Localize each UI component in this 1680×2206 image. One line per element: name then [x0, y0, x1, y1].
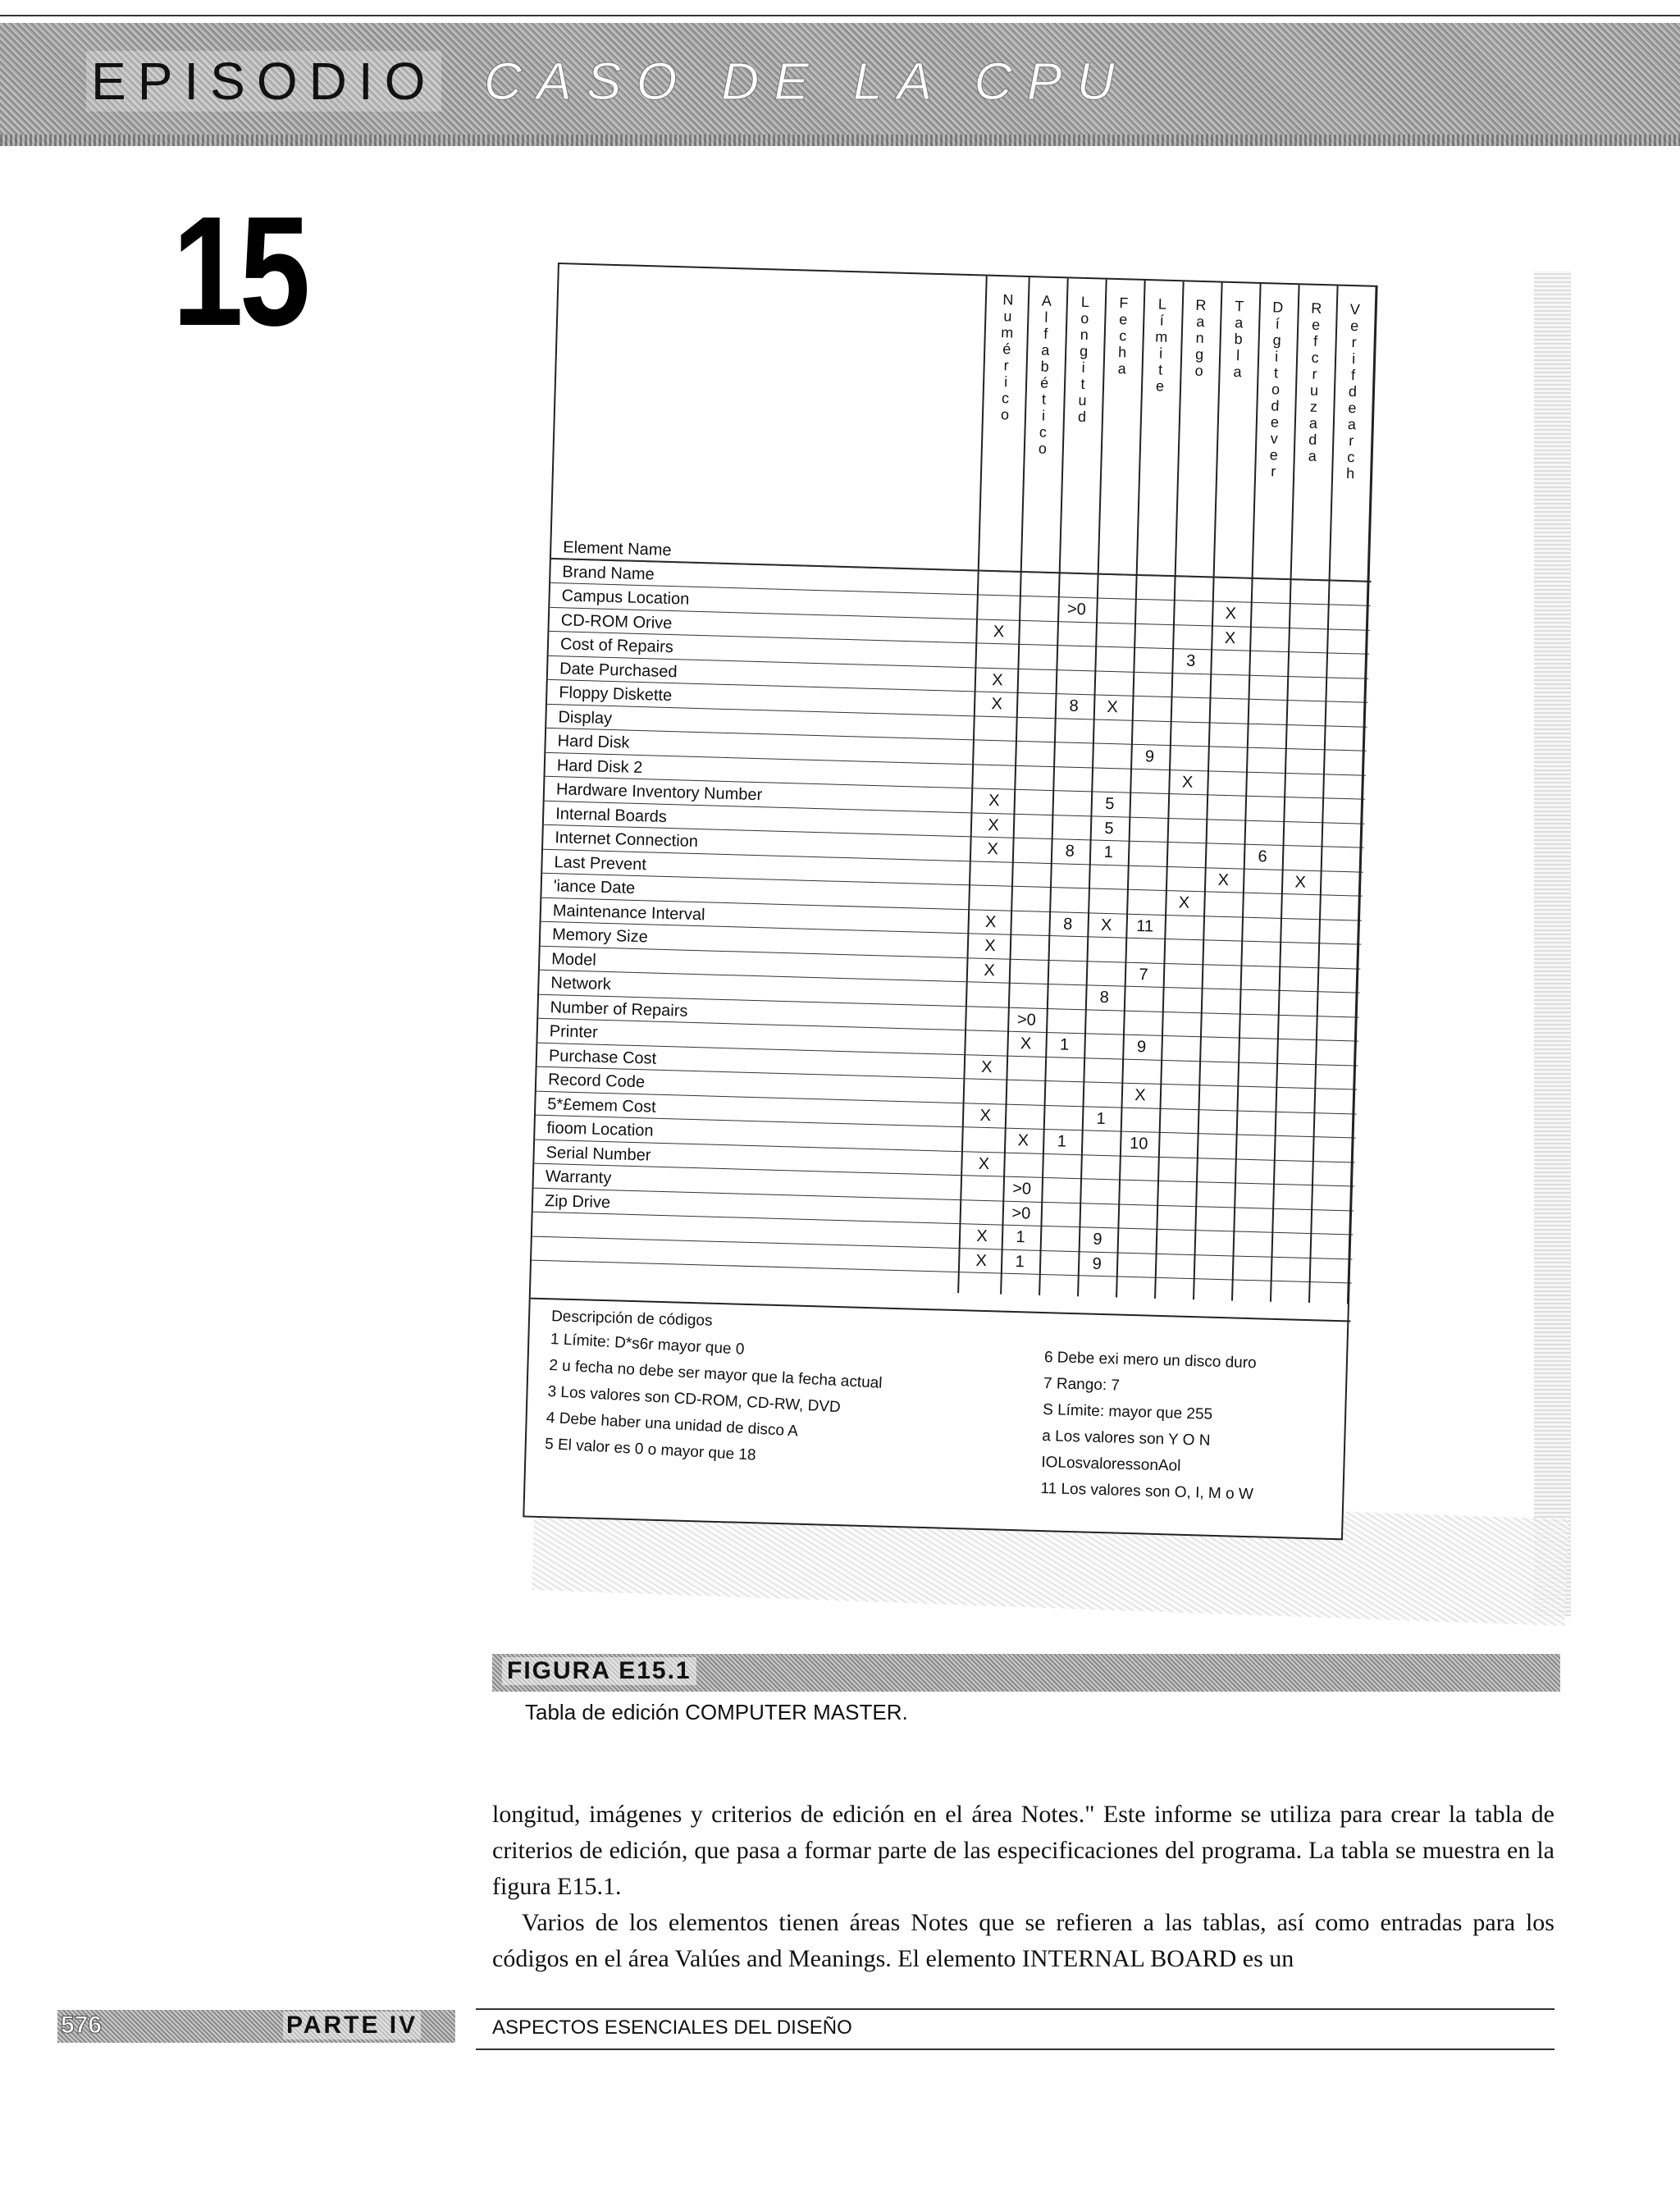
column-header-letter: L — [1157, 295, 1167, 313]
column-header — [1028, 292, 1062, 457]
legend-entry: 6 Debe exi mero un disco duro — [1043, 1349, 1257, 1372]
figure-label: FIGURA E15.1 — [502, 1657, 696, 1685]
column-header-letter: é — [1002, 340, 1011, 358]
legend-entry: 7 Rango: 7 — [1043, 1375, 1121, 1395]
body-text — [492, 1797, 1554, 1977]
column-header-letter: o — [1038, 440, 1048, 457]
table-cell: 5 — [1104, 819, 1114, 838]
element-name: Zip Drive — [544, 1191, 611, 1212]
element-name: Network — [550, 974, 612, 994]
column-header — [1107, 295, 1139, 377]
column-header-letter: e — [1349, 317, 1359, 335]
column-header-letter: i — [1274, 348, 1279, 365]
element-name: Internal Boards — [555, 804, 668, 826]
legend-entry: 5 El valor es 0 o mayor que 18 — [544, 1435, 757, 1464]
table-cell: X — [1017, 1131, 1029, 1150]
legend-entry: 4 Debe haber una unidad de disco A — [546, 1409, 799, 1441]
column-header — [1145, 295, 1177, 395]
element-name: Number of Repairs — [550, 998, 688, 1021]
column-header-letter: é — [1039, 374, 1049, 391]
table-cell: >0 — [1011, 1203, 1031, 1223]
element-name: Campus Location — [561, 587, 690, 609]
table-cell: 1 — [1057, 1132, 1067, 1151]
column-header — [1222, 298, 1254, 381]
footer-rule — [476, 2008, 1554, 2010]
column-header-letter: a — [1196, 313, 1205, 331]
table-cell: X — [976, 1226, 988, 1246]
table-cell: 1 — [1096, 1109, 1106, 1128]
element-name: fioom Location — [546, 1119, 654, 1140]
column-header-letter: V — [1349, 300, 1361, 318]
page-number: 576 — [61, 2012, 103, 2039]
table-cell: X — [1181, 772, 1194, 792]
column-header-letter: F — [1119, 295, 1129, 312]
element-name: Floppy Diskette — [559, 683, 673, 706]
table-cell: 9 — [1093, 1230, 1102, 1249]
column-header — [990, 291, 1023, 423]
table-cell: X — [1294, 872, 1307, 892]
column-header-letter: m — [1001, 324, 1014, 341]
table-cell: X — [979, 1106, 992, 1125]
column-header-letter: i — [1081, 359, 1085, 376]
table-cell: 1 — [1015, 1252, 1025, 1271]
column-header-letter: z — [1309, 398, 1318, 415]
column-header-letter: r — [1312, 365, 1317, 382]
column-header-letter: b — [1040, 358, 1049, 375]
table-cell: X — [984, 961, 996, 980]
column-header — [1184, 296, 1216, 379]
column-header-letter: a — [1233, 363, 1242, 381]
table-cell: 8 — [1062, 915, 1073, 934]
element-name: Printer — [549, 1022, 599, 1042]
table-cell: X — [1217, 870, 1230, 889]
column-header-letter: i — [1158, 345, 1163, 362]
table-cell: X — [984, 936, 996, 956]
column-header-letter: r — [1349, 432, 1354, 450]
table-cell: X — [1178, 893, 1190, 912]
column-header-letter: a — [1308, 447, 1317, 464]
table-cell: X — [987, 839, 999, 859]
table-cell: X — [993, 622, 1005, 641]
column-header-letter: i — [1003, 373, 1008, 391]
column-header-letter: e — [1311, 316, 1321, 333]
column-header-letter: i — [1041, 407, 1046, 424]
column-header-letter: e — [1269, 446, 1279, 464]
column-header-letter: a — [1040, 341, 1050, 359]
column-header-letter: d — [1077, 408, 1087, 426]
table-cell: X — [984, 912, 997, 931]
column-header-letter: g — [1272, 331, 1281, 349]
table-cell: X — [1107, 697, 1119, 717]
episode-label: EPISODIO — [86, 51, 441, 112]
column-header-letter: c — [1118, 327, 1127, 345]
table-cell: X — [1224, 628, 1236, 647]
legend-right — [1040, 1345, 1258, 1508]
column-header-letter: A — [1041, 292, 1052, 309]
element-name: Date Purchased — [559, 659, 678, 681]
column-header-letter: e — [1119, 311, 1128, 328]
element-name: Display — [558, 707, 613, 728]
element-name: Record Code — [547, 1071, 646, 1092]
column-header-letter: d — [1308, 431, 1317, 448]
table-cell: >0 — [1016, 1010, 1037, 1030]
column-header-letter: v — [1270, 430, 1279, 447]
column-header-letter: N — [1002, 291, 1014, 308]
column-header-letter: d — [1271, 397, 1280, 414]
column-header-letter: T — [1235, 298, 1244, 315]
column-header-letter: t — [1157, 361, 1163, 378]
column-header-letter: g — [1194, 345, 1204, 363]
element-name: 5*£emem Cost — [547, 1094, 656, 1117]
column-header-letter: r — [1351, 334, 1357, 351]
column-header-letter: d — [1348, 382, 1358, 400]
table-cell: X — [980, 1057, 993, 1076]
element-name: Hardware Inventory Number — [555, 780, 763, 805]
legend-entry: S Límite: mayor que 255 — [1042, 1401, 1213, 1423]
table-cell: X — [992, 670, 1003, 689]
episode-title: CASO DE LA CPU — [484, 52, 1130, 111]
column-header-letter: n — [1195, 329, 1205, 347]
figure-shadow — [1534, 271, 1571, 1616]
legend-title: Descripción de códigos — [550, 1308, 713, 1330]
element-name: CD-ROM Orive — [560, 610, 673, 633]
column-header-letter: R — [1195, 296, 1207, 314]
figure — [544, 263, 1477, 1551]
table-cell: 9 — [1136, 1038, 1147, 1057]
legend-entry: 2 u fecha no debe ser mayor que la fecha actual — [548, 1356, 883, 1392]
column-header-letter: c — [1346, 448, 1355, 466]
element-name: Memory Size — [551, 925, 649, 947]
column-header-letter: f — [1350, 367, 1356, 384]
column-header-letter: R — [1311, 299, 1322, 317]
table-cell: 9 — [1144, 747, 1155, 766]
table-cell: 8 — [1099, 988, 1110, 1007]
column-header-letter: u — [1078, 391, 1087, 409]
paragraph: longitud, imágenes y criterios de edición en el área Notes." Este informe se utiliza para crear la tabla de criterios de edición, que pasa a formar parte de las especificaciones del programa. La tabla se muestra en la figura E15.1. — [492, 1801, 1554, 1900]
legend-left — [544, 1327, 884, 1476]
column-header-letter: r — [1003, 357, 1009, 374]
column-header-letter: c — [1039, 423, 1048, 441]
column-header-letter: m — [1154, 328, 1168, 345]
column-header-letter: e — [1155, 377, 1165, 395]
table-cell: 1 — [1059, 1035, 1070, 1054]
table-cell: 1 — [1016, 1228, 1025, 1247]
column-header-letter: í — [1159, 312, 1165, 329]
legend-entry: IOLosvaloressonAol — [1041, 1454, 1181, 1475]
column-header-letter: l — [1044, 308, 1048, 326]
table-cell: 6 — [1258, 847, 1267, 866]
column-header-letter: t — [1273, 364, 1279, 381]
column-header-letter: o — [1271, 381, 1281, 398]
legend-entry: 11 Los valores son O, I, M o W — [1040, 1480, 1254, 1504]
table-cell: X — [1134, 1086, 1146, 1105]
column-header-letter: o — [1080, 309, 1089, 327]
element-name: Hard Disk 2 — [556, 756, 643, 777]
element-name: Maintenance Interval — [552, 901, 705, 924]
column-header-letter: u — [1003, 308, 1012, 325]
table-cell: X — [988, 791, 1000, 811]
legend-entry: 3 Los valores son CD-ROM, CD-RW, DVD — [547, 1382, 842, 1417]
column-header — [1335, 301, 1370, 482]
element-name: Internet Connection — [555, 829, 699, 852]
column-header-letter: u — [1309, 381, 1319, 399]
element-name: Model — [550, 949, 597, 970]
edit-table — [524, 264, 1379, 1541]
code-legend — [524, 1298, 1350, 1542]
element-name: 'iance Date — [553, 877, 636, 897]
chapter-number: 15 — [172, 185, 307, 359]
table-cell: 7 — [1139, 965, 1148, 984]
column-header-letter: t — [1041, 391, 1047, 408]
legend-entry: 1 Límite: D*s6r mayor que 0 — [550, 1330, 745, 1359]
column-header-letter: l — [1235, 347, 1240, 364]
table-cell: >0 — [1011, 1179, 1032, 1199]
column-header-letter: o — [1000, 406, 1010, 423]
table-cell: 10 — [1129, 1134, 1148, 1153]
column-header-letter: a — [1308, 414, 1318, 432]
column-header — [1258, 299, 1293, 480]
column-header-letter: e — [1348, 399, 1357, 417]
column-header-letter: r — [1270, 463, 1276, 480]
column-header-letter: a — [1117, 360, 1126, 377]
table-cell: >0 — [1066, 600, 1087, 619]
part-label: PARTE IV — [283, 2012, 421, 2039]
element-name: Hard Disk — [557, 732, 630, 752]
table-cell: X — [988, 815, 1000, 834]
table-cell: 8 — [1069, 697, 1080, 715]
column-header-letter: c — [1001, 390, 1010, 407]
element-name: Serial Number — [546, 1143, 651, 1165]
column-header-letter: n — [1080, 326, 1089, 344]
column-header-letter: f — [1312, 332, 1318, 349]
top-rule — [0, 15, 1680, 16]
section-title: ASPECTOS ESENCIALES DEL DISEÑO — [492, 2016, 852, 2039]
table-cell: 3 — [1185, 651, 1196, 670]
edit-table-sheet — [523, 263, 1377, 1540]
table-cell: 5 — [1104, 794, 1115, 814]
column-header-letter: t — [1080, 375, 1085, 392]
figure-caption: Tabla de edición COMPUTER MASTER. — [525, 1700, 908, 1724]
table-cell: X — [991, 694, 1003, 714]
table-cell: X — [975, 1251, 988, 1270]
column-header-letter: i — [1351, 350, 1356, 368]
column-header-letter: b — [1234, 331, 1243, 348]
column-header — [1298, 299, 1332, 464]
column-header-letter: D — [1272, 299, 1284, 316]
column-header-letter: e — [1270, 413, 1280, 431]
table-cell: X — [1100, 916, 1112, 934]
column-header-letter: a — [1234, 314, 1244, 331]
table-cell: X — [1225, 604, 1237, 623]
column-header-letter: f — [1043, 325, 1048, 342]
element-name: Brand Name — [562, 562, 655, 583]
paragraph: Varios de los elementos tienen áreas Notes que se refieren a las tablas, así como entradas para los códigos en el área Valúes and Meanings. El elemento INTERNAL BOARD es un — [492, 1909, 1554, 1972]
element-name: Last Prevent — [554, 852, 647, 874]
legend-entry: a Los valores son Y O N — [1041, 1427, 1211, 1450]
table-cell: 9 — [1092, 1254, 1102, 1273]
element-name: Element Name — [562, 538, 672, 560]
column-header-letter: h — [1345, 464, 1355, 482]
column-header — [1067, 293, 1100, 425]
column-header-letter: í — [1275, 315, 1281, 332]
element-name: Warranty — [545, 1167, 612, 1188]
column-header-letter: h — [1117, 344, 1127, 361]
banner-strip — [0, 135, 1680, 146]
column-header-letter: g — [1079, 342, 1089, 360]
table-cell: 11 — [1136, 916, 1154, 936]
column-header-letter: o — [1194, 362, 1203, 380]
table-cell: 8 — [1065, 842, 1075, 861]
column-header-letter: c — [1311, 349, 1319, 366]
element-name: Purchase Cost — [548, 1046, 657, 1068]
column-header-letter: a — [1347, 415, 1357, 433]
table-cell: 1 — [1103, 843, 1114, 862]
table-cell: X — [1020, 1034, 1032, 1053]
table-cell: X — [978, 1154, 990, 1173]
element-name: Cost of Repairs — [559, 635, 674, 657]
column-header-letter: L — [1080, 293, 1090, 311]
footer-rule — [476, 2048, 1554, 2050]
